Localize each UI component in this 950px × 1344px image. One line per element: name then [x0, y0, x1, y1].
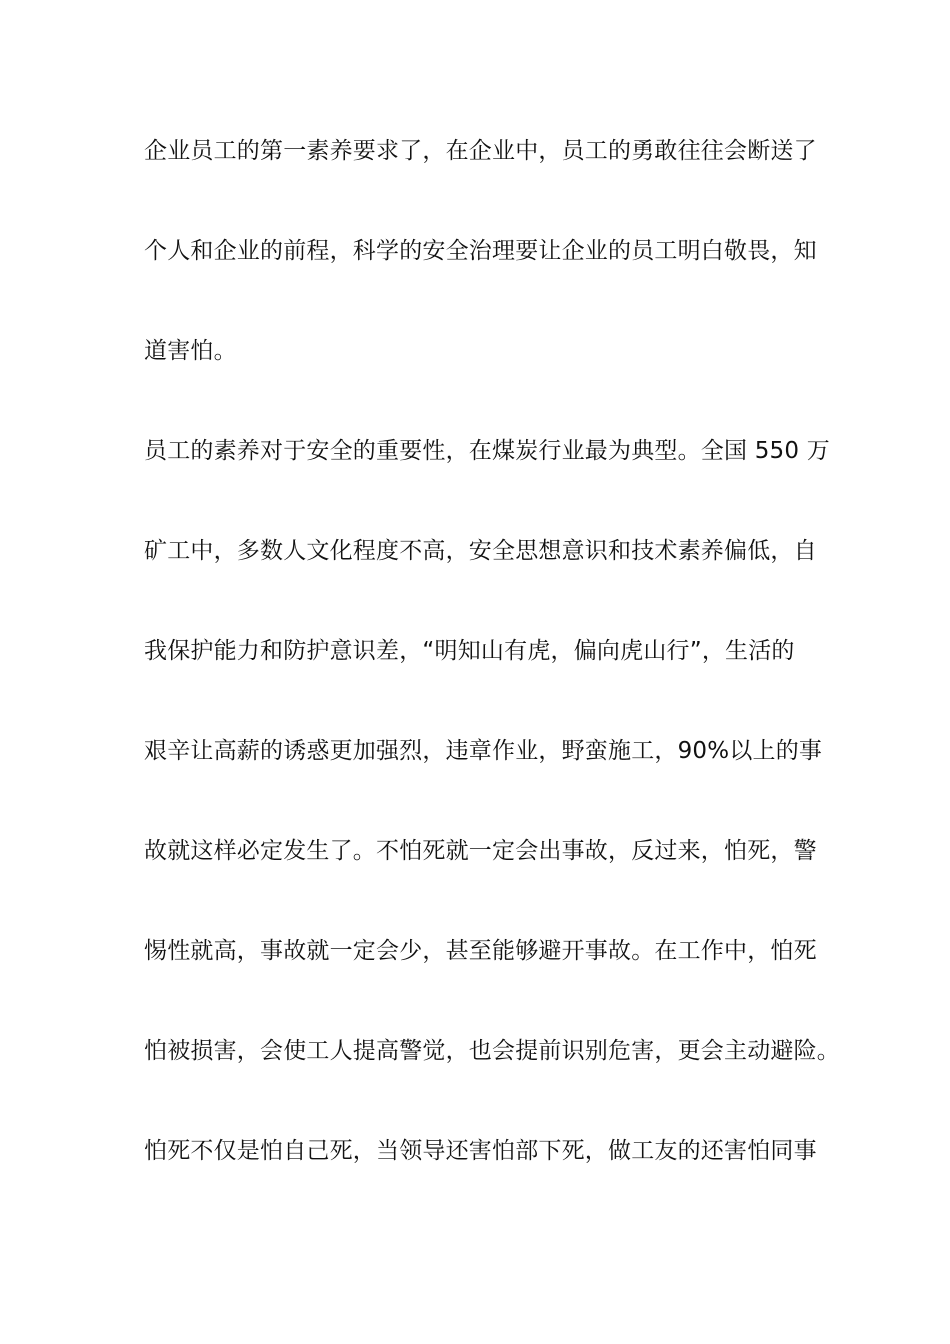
paragraph-line: 怕被损害，会使工人提高警觉，也会提前识别危害，更会主动避险。: [144, 1038, 840, 1064]
paragraph-line: 企业员工的第一素养要求了，在企业中，员工的勇敢往往会断送了: [144, 138, 817, 164]
paragraph-line: 个人和企业的前程，科学的安全治理要让企业的员工明白敬畏，知: [144, 238, 817, 264]
paragraph-line: 员工的素养对于安全的重要性，在煤炭行业最为典型。全国 550 万: [144, 438, 830, 464]
paragraph-line: 道害怕。: [144, 338, 237, 364]
paragraph-line: 故就这样必定发生了。不怕死就一定会出事故，反过来，怕死，警: [144, 838, 817, 864]
paragraph-line: 我保护能力和防护意识差，“明知山有虎，偏向虎山行”，生活的: [144, 638, 795, 664]
paragraph-line: 艰辛让高薪的诱惑更加强烈，违章作业，野蛮施工，90%以上的事: [144, 738, 823, 764]
paragraph-line: 惕性就高，事故就一定会少，甚至能够避开事故。在工作中，怕死: [144, 938, 817, 964]
paragraph-line: 矿工中，多数人文化程度不高，安全思想意识和技术素养偏低，自: [144, 538, 817, 564]
paragraph-line: 怕死不仅是怕自己死，当领导还害怕部下死，做工友的还害怕同事: [144, 1138, 817, 1164]
